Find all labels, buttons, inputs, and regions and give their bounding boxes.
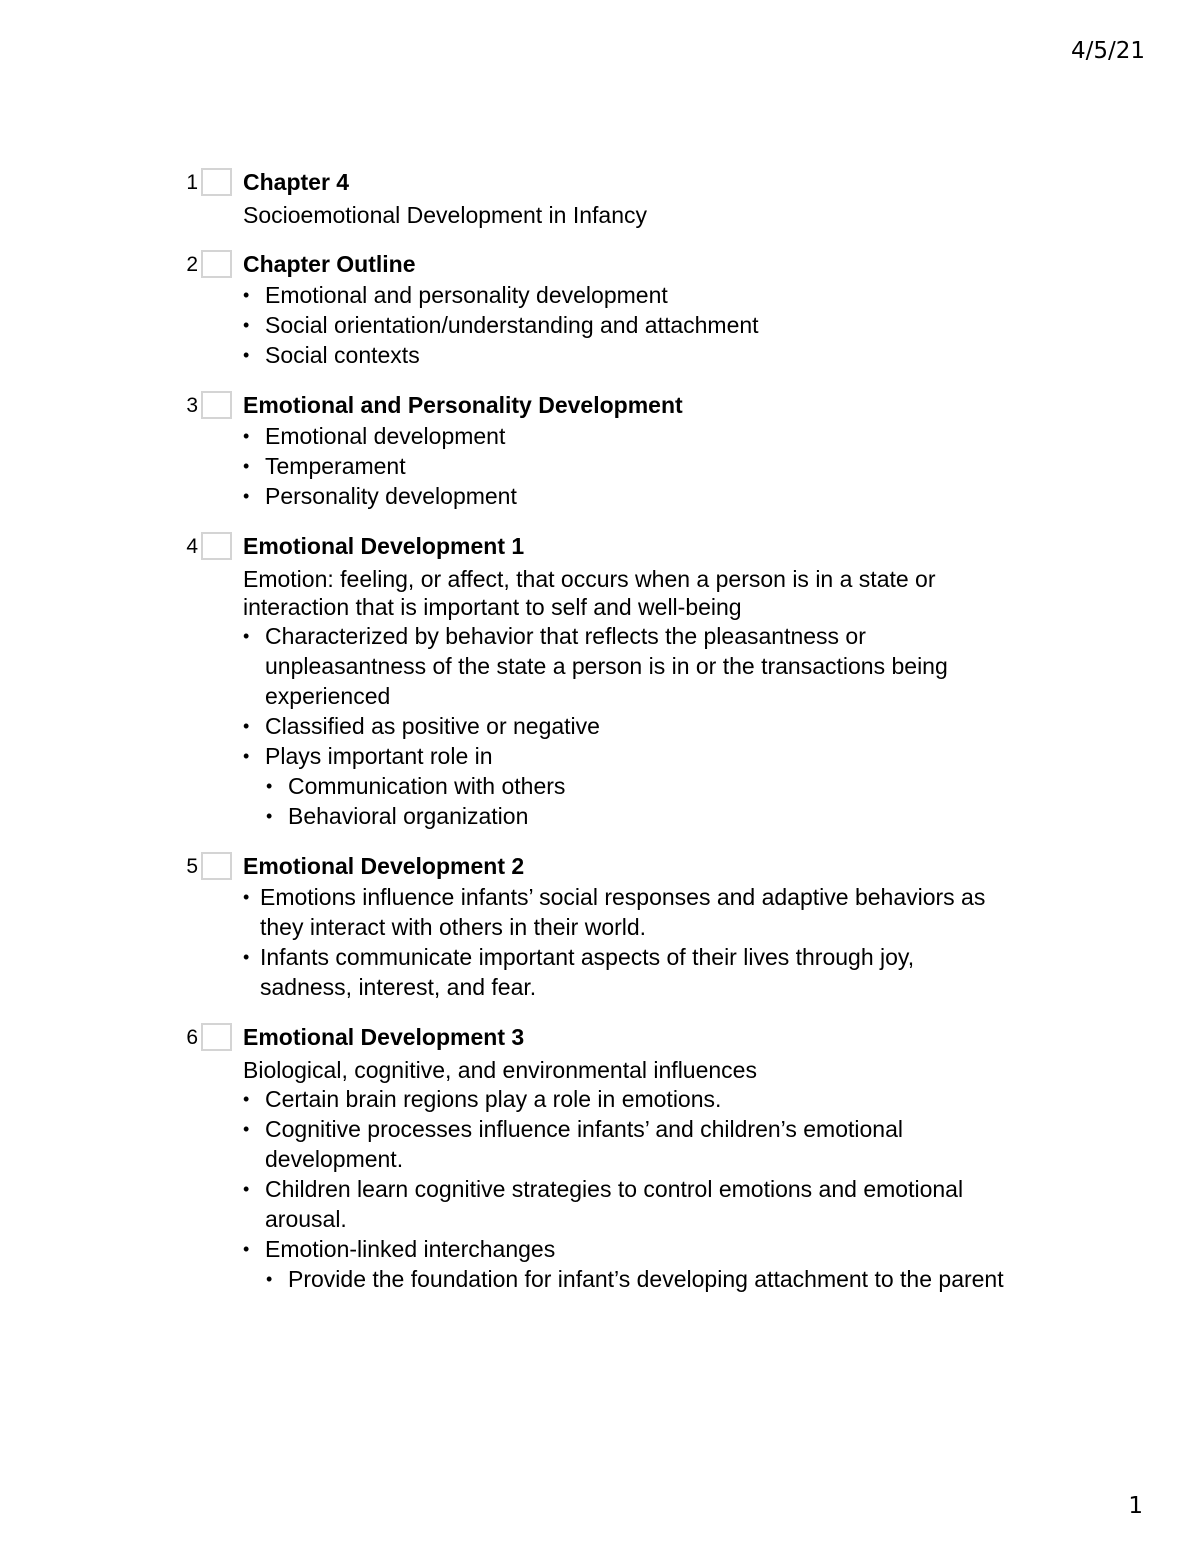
- bullet-item: • Plays important role in: [243, 741, 1005, 771]
- sub-bullet-item: • Behavioral organization: [266, 801, 1005, 831]
- slide-number: 2: [186, 253, 198, 276]
- slide-title: Emotional Development 2: [243, 853, 525, 879]
- slide-thumbnail-box: [201, 391, 232, 419]
- bullet-item: • Emotional development: [243, 421, 1005, 451]
- slide-entry: [0, 1021, 1100, 1294]
- slide-subtitle: Biological, cognitive, and environmental influences: [243, 1057, 757, 1083]
- bullet-item: • Emotional and personality development: [243, 280, 1005, 310]
- sub-bullet-item: • Communication with others: [266, 771, 1005, 801]
- bullet-item: • Certain brain regions play a role in emotions.: [243, 1084, 1005, 1114]
- slide-title: Chapter Outline: [243, 251, 416, 277]
- slide-entry: [0, 850, 1100, 1002]
- slide-thumbnail-box: [201, 1023, 232, 1051]
- bullet-item: • Emotions influence infants’ social responses and adaptive behaviors as they interact with others in their world.: [243, 882, 1005, 942]
- page-number: 1: [1128, 1493, 1143, 1519]
- bullet-item: • Social orientation/understanding and attachment: [243, 310, 1005, 340]
- slide-number: 3: [186, 394, 198, 417]
- bullet-item: • Temperament: [243, 451, 1005, 481]
- bullet-item: • Social contexts: [243, 340, 1005, 370]
- slide-thumbnail-box: [201, 168, 232, 196]
- slide-number: 4: [186, 535, 198, 558]
- slide-number: 1: [186, 171, 198, 194]
- slide-number: 5: [186, 855, 198, 878]
- slide-subtitle: Emotion: feeling, or affect, that occurs when a person is in a state or interaction that is important to self and well-being: [243, 566, 936, 620]
- bullet-item: • Cognitive processes influence infants’ and children’s emotional development.: [243, 1114, 1005, 1174]
- slide-title: Emotional Development 1: [243, 533, 525, 559]
- slide-entry: [0, 389, 1100, 511]
- bullet-item: • Classified as positive or negative: [243, 711, 1005, 741]
- slide-title: Emotional and Personality Development: [243, 392, 683, 418]
- slide-thumbnail-box: [201, 532, 232, 560]
- bullet-item: • Children learn cognitive strategies to control emotions and emotional arousal.: [243, 1174, 1005, 1234]
- slide-thumbnail-box: [201, 852, 232, 880]
- bullet-item: • Infants communicate important aspects of their lives through joy, sadness, interest, and fear.: [243, 942, 1005, 1002]
- slide-number: 6: [186, 1026, 198, 1049]
- slide-entry: [0, 530, 1100, 831]
- bullet-item: • Emotion-linked interchanges: [243, 1234, 1005, 1264]
- slide-entry: [0, 248, 1100, 370]
- slide-entry: [0, 166, 1100, 229]
- bullet-item: • Characterized by behavior that reflects the pleasantness or unpleasantness of the state a person is in or the transactions being experienced: [243, 621, 1005, 711]
- sub-bullet-item: • Provide the foundation for infant’s developing attachment to the parent: [266, 1264, 1005, 1294]
- slide-subtitle: Socioemotional Development in Infancy: [243, 202, 648, 228]
- slide-title: Chapter 4: [243, 169, 350, 195]
- slide-notes-list: [0, 166, 1100, 1313]
- slide-thumbnail-box: [201, 250, 232, 278]
- print-date: 4/5/21: [1070, 38, 1145, 64]
- bullet-item: • Personality development: [243, 481, 1005, 511]
- slide-title: Emotional Development 3: [243, 1024, 525, 1050]
